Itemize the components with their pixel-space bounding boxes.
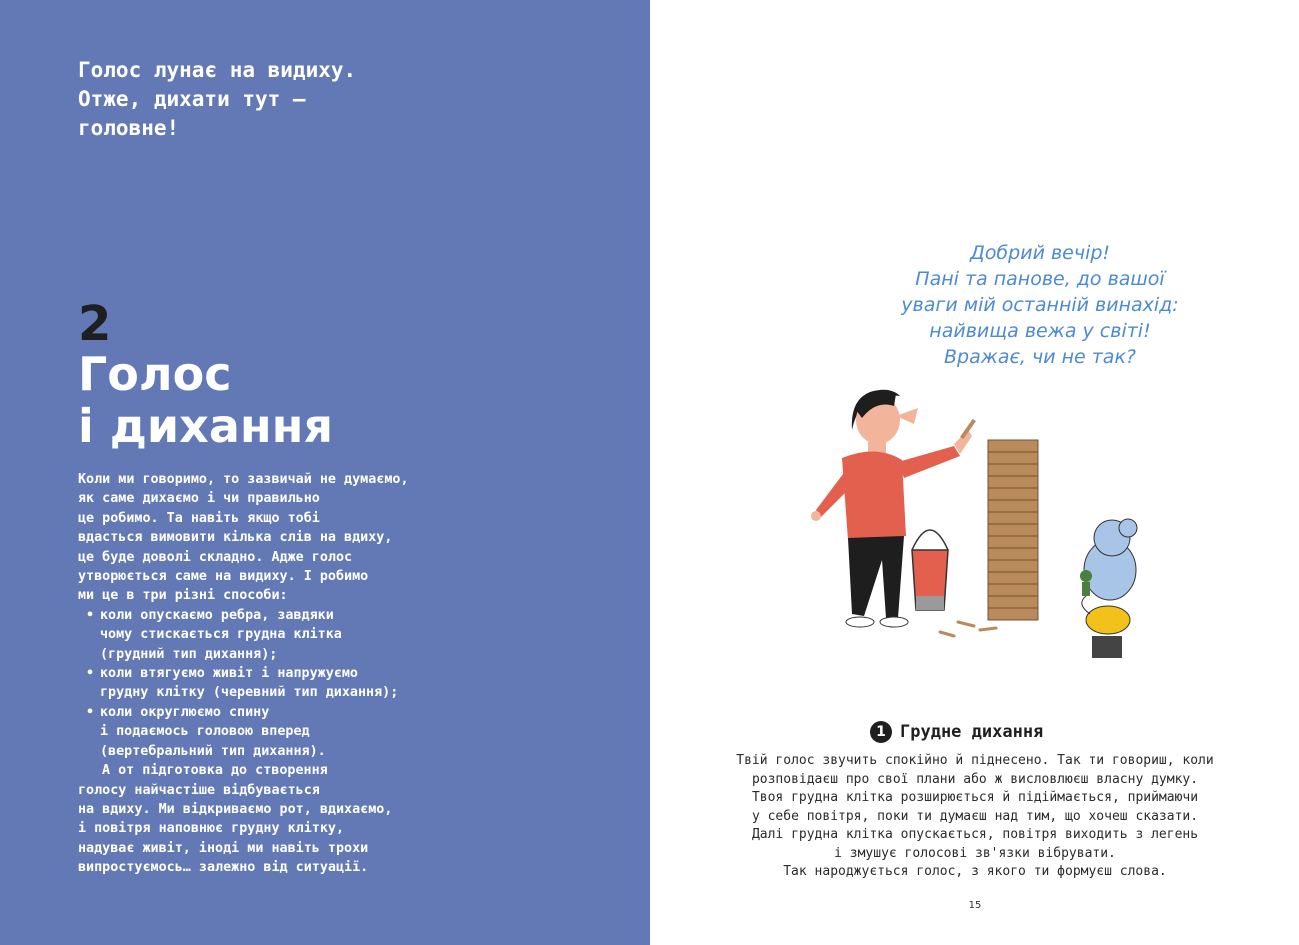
body-line: це робимо. Та навіть якщо тобі — [78, 510, 320, 526]
chapter-title-line: Голос — [78, 347, 232, 401]
speech-line: уваги мій останній винахід: — [901, 294, 1179, 316]
section-number-badge: 1 — [870, 721, 892, 743]
intro-line: Отже, дихати тут — — [78, 87, 306, 111]
list-item-line: коли втягуємо живіт і напружуємо — [100, 666, 358, 682]
list-item-line: грудну клітку (черевний тип дихання); — [100, 685, 399, 701]
bullet: • — [86, 607, 95, 623]
section-title — [870, 720, 1110, 744]
bullet: • — [86, 666, 95, 682]
brick-tower — [988, 440, 1038, 620]
list-item-line: (грудний тип дихання); — [100, 646, 278, 662]
scattered-sticks — [940, 622, 996, 636]
intro-line: Голос лунає на видиху. — [78, 58, 357, 82]
speech-line: найвища вежа у світі! — [929, 320, 1151, 342]
section-body-text — [720, 752, 1230, 882]
speech-line: Добрий вечір! — [969, 242, 1111, 264]
body-line: Так народжується голос, з якого ти формуєш слова. — [783, 864, 1167, 879]
speech-line: Вражає, чи не так? — [943, 346, 1137, 368]
chapter-title — [78, 348, 333, 452]
list-item — [78, 664, 438, 683]
body-line: надуває живіт, іноді ми навіть трохи — [78, 840, 369, 856]
bullet: • — [86, 704, 95, 720]
body-line: розповідаєш про свої плани або ж висловлюєш власну думку. — [751, 771, 1199, 787]
body-line: це буде доволі складно. Адже голос — [78, 549, 353, 565]
chapter-title-line: і дихання — [78, 399, 333, 453]
body-line: і повітря наповнює грудну клітку, — [78, 821, 345, 837]
body-line: Коли ми говоримо, то зазвичай не думаємо, — [78, 472, 409, 487]
body-line: А от підготовка до створення — [102, 763, 328, 779]
boy-building-tower-illustration — [790, 360, 1170, 680]
right-page — [650, 0, 1299, 945]
list-item — [78, 606, 438, 625]
intro-text — [78, 56, 438, 143]
body-line: Твоя грудна клітка розширюється й підіймається, приймаючи — [751, 790, 1199, 805]
section-title-text: Грудне дихання — [900, 722, 1044, 742]
body-line: вдасться вимовити кілька слів на вдиху, — [78, 530, 393, 546]
body-line: випростуємось… залежно від ситуації. — [78, 860, 369, 876]
speech-text — [890, 240, 1190, 370]
body-line: у себе повітря, поки ти думаєш над тим, що хочеш сказати. — [751, 808, 1199, 824]
boy — [811, 390, 976, 627]
chapter-body-text — [78, 470, 438, 878]
list-item-line: чому стискається грудна клітка — [100, 627, 342, 643]
list-item-line: коли округлюємо спину — [100, 704, 270, 720]
bucket — [912, 530, 948, 610]
body-line: голосу найчастіше відбувається — [78, 782, 320, 798]
list-item-line: і подаємось головою вперед — [100, 724, 310, 740]
body-line: утворюється саме на видиху. І робимо — [78, 569, 369, 585]
toys — [1080, 519, 1137, 658]
body-line: Твій голос звучить спокійно й піднесено. Так ти говориш, коли — [736, 753, 1214, 768]
body-line: як саме дихаємо і чи правильно — [78, 491, 320, 507]
intro-line: головне! — [78, 116, 180, 140]
body-line: на вдиху. Ми відкриваємо рот, вдихаємо, — [78, 801, 393, 817]
speech-line: Пані та панове, до вашої — [915, 268, 1165, 290]
page-number: 15 — [968, 900, 982, 911]
list-item — [78, 703, 438, 722]
list-item-line: (вертебральний тип дихання). — [100, 743, 326, 759]
list-item-line: коли опускаємо ребра, завдяки — [100, 607, 334, 623]
chapter-number: 2 — [78, 296, 112, 352]
body-line: ми це в три різні способи: — [78, 588, 288, 604]
body-line: Далі грудна клітка опускається, повітря виходить з легень — [751, 827, 1199, 842]
body-line: і змушує голосові зв'язки вібрувати. — [834, 845, 1116, 861]
